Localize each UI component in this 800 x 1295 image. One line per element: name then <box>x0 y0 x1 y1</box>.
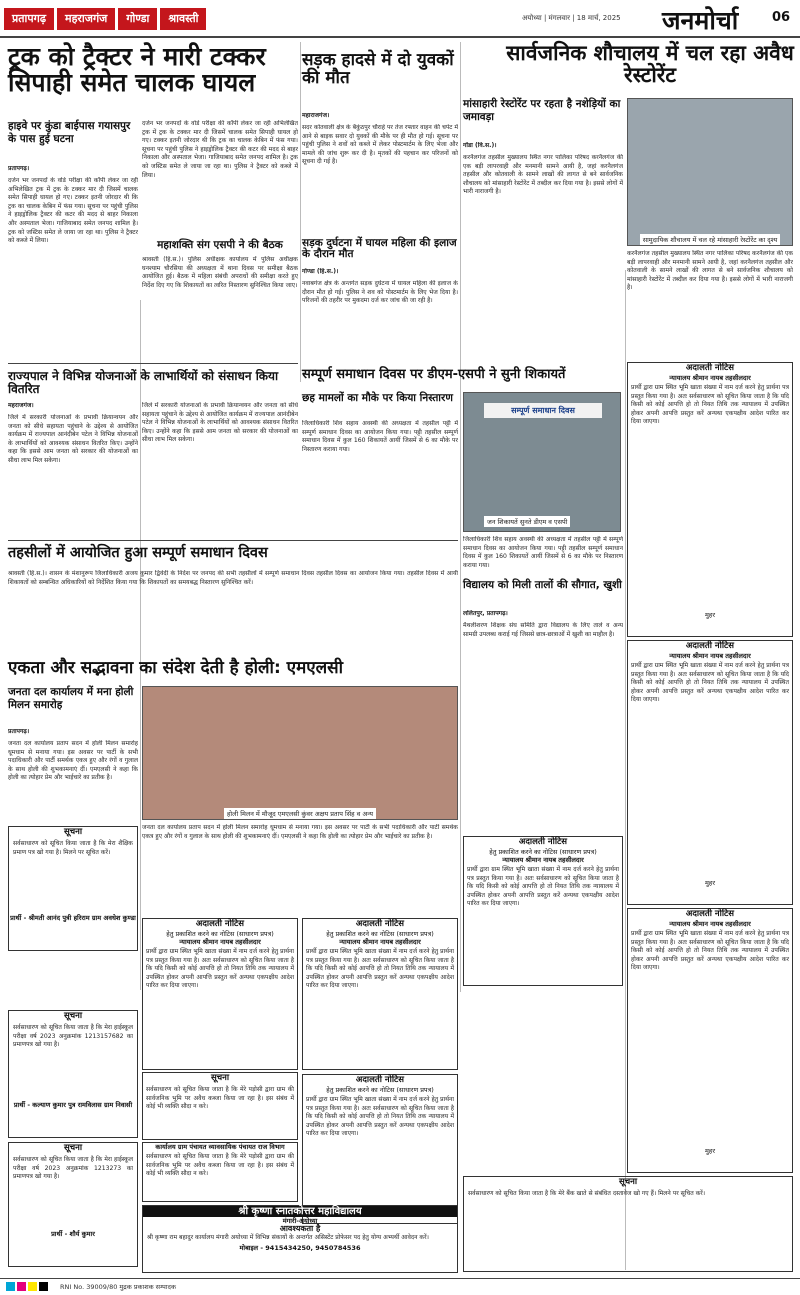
tab-gonda[interactable]: गोण्डा <box>118 8 157 30</box>
court-notice-title: अदालती नोटिस <box>518 837 568 847</box>
court-notice-body: प्रार्थी द्वारा ग्राम स्थित भूमि खाता संख्या में नाम दर्ज करने हेतु प्रार्थना पत्र प्रस्तुत किया गया है। अतः सर्वसाधारण को सूचित किया जाता है कि यदि किसी को कोई आपत्ति हो तो नियत तिथि तक न्यायालय में उपस्थित होकर अपनी आपत्ति प्रस्तुत करें अन्यथा एकपक्षीय आदेश पारित कर दिया जाएगा। <box>467 866 619 908</box>
notice-signer: प्रार्थी - श्रीमती आनंद पुत्री हरिराम ग्राम अवधेश कुण्डा <box>10 914 136 922</box>
court-name: न्यायालय श्रीमान नायब तहसीलदार <box>502 856 584 864</box>
samadhan-photo-frame <box>463 392 621 532</box>
truck-body-cont: दर्जन भर जनपदों के वोर्ड परीक्षा की कॉपी लेकर जा रही अभिलेखित ट्रक में ट्रक के टक्कर मार दी जिसमें चालक समेत सिपाही घायल हो गए। टक्कर इतनी जोरदार थी कि ट्रक का चालक केबिन में फंस गया। सूचना पर पहुंची पुलिस ने हाइड्रोलिक ट्रैक्टर की कटर की मदद से बाहर निकाला और अस्पताल भेजा। गाजियाबाद समेत जनपद शामिल है। ट्रक को जस्टिस समेत ले जाया जा रहा था। पुलिस ने ट्रैक्टर को कब्जे में लिया। <box>142 120 298 179</box>
holi-headline: एकता और सद्भावना का संदेश देती है होली: एमएलसी <box>8 658 344 678</box>
samadhan-kicker: छह मामलों का मौके पर किया निस्तारण <box>302 392 453 404</box>
column-rule <box>460 42 461 992</box>
college-sub: आवश्यकता है <box>279 1224 321 1233</box>
karyalay-title: कार्यालय ग्राम पंचायत व्यावसायिक पंचायत राज विभाग <box>155 1143 285 1151</box>
toilet-dateline: गोंडा (वि.स.)। <box>463 142 497 149</box>
tab-maharajganj[interactable]: महराजगंज <box>57 8 115 30</box>
college-body: श्री कृष्णा राम बहादुर कार्यालय मंगारी अयोध्या में विभिन्न संकायों के अन्तर्गत असिस्टेंट प्रोफेसर पद हेतु योग्य अभ्यर्थी आवेदन करें। <box>147 1234 429 1241</box>
column-rule <box>300 42 301 382</box>
school-dateline: ललितपुर, प्रतापगढ़। <box>463 610 508 617</box>
section-rule <box>8 540 458 541</box>
injured-body: नवाबगंज क्षेत्र के अन्तर्गत सड़क दुर्घटना में घायल महिला की इलाज के दौरान मौत हो गई। पुलिस ने शव को पोस्टमार्टम के लिए भेज दिया है। परिजनों की तहरीर पर मुकदमा दर्ज कर जांच की जा रही है। <box>302 280 458 305</box>
sucha-title: सूचना <box>210 1073 230 1083</box>
notice-body: सर्वसाधारण को सूचित किया जाता है कि मेरा शैक्षिक प्रमाण पत्र खो गया है। मिलने पर सूचित करें। <box>13 840 133 856</box>
meeting-headline: महाशक्ति संग एसपी ने की बैठक <box>157 239 283 251</box>
court-notice-title: अदालती नोटिस <box>685 363 735 373</box>
notice-body: सर्वसाधारण को सूचित किया जाता है कि मेरा हाईस्कूल परीक्षा वर्ष 2023 अनुक्रमांक 1213157682 का प्रमाणपत्र खो गया है। <box>13 1024 133 1049</box>
welfare-body-cont: जिले में सरकारी योजनाओं के प्रभावी क्रियान्वयन और जनता को सीधे सहायता पहुंचाने के उद्देश्य से आयोजित कार्यक्रम में राज्यपाल आनंदीबेन पटेल ने विभिन्न योजनाओं के लाभार्थियों को आवश्यक संसाधन वितरित किए। उन्होंने कहा कि इससे आम जनता को सरकार की योजनाओं का सीधा लाभ मिल सकेगा। <box>142 402 298 444</box>
court-seal: मुहर <box>705 611 715 619</box>
court-name: न्यायालय श्रीमान नायब तहसीलदार <box>669 920 751 928</box>
tab-pratapgarh[interactable]: प्रतापगढ़ <box>4 8 54 30</box>
court-seal: मुहर <box>705 1147 715 1155</box>
injured-dateline: गोण्डा (हि.स.)। <box>302 268 339 275</box>
section-rule <box>8 363 298 364</box>
samadhan-body: जिलाधिकारी शिव सहाय अवस्थी की अध्यक्षता में तहसील पट्टी में सम्पूर्ण समाधान दिवस का आयोजन किया गया। पट्टी तहसील सम्पूर्ण समाधान दिवस में कुल 160 शिकायतें आयीं जिसमें से 6 का मौके पर निस्तारण कराया गया। <box>302 420 458 453</box>
court-notice <box>463 836 623 986</box>
toilet-body-cont: करनैलगंज तहसील मुख्यालय स्थित नगर पालिका परिषद करनैलगंज की एक बड़ी लापरवाही और मनमानी सामने आयी है, जहां करनैलगंज तहसील और कोतवाली के सामने लाखों की लागत से बने सार्वजनिक शौचालय को मांसाहारी रेस्टोरेंट में तब्दील कर दिया गया है। इससे लोगों में भारी नाराजगी है। <box>627 250 793 292</box>
college-title: श्री कृष्णा स्नातकोत्तर महाविद्यालय <box>143 1206 457 1217</box>
court-notice <box>302 918 458 1070</box>
court-notice-subtitle: हेतु प्रकाशित करने का नोटिस (साधारण प्रपत्र) <box>489 848 597 856</box>
truck-dateline: प्रतापगढ़। <box>8 165 30 172</box>
court-notice-body: प्रार्थी द्वारा ग्राम स्थित भूमि खाता संख्या में नाम दर्ज करने हेतु प्रार्थना पत्र प्रस्तुत किया गया है। अतः सर्वसाधारण को सूचित किया जाता है कि यदि किसी को कोई आपत्ति हो तो नियत तिथि तक न्यायालय में उपस्थित होकर अपनी आपत्ति प्रस्तुत करें अन्यथा एकपक्षीय आदेश पारित कर दिया जाएगा। <box>146 948 294 990</box>
notice-signer: प्रार्थी - शौर्य कुमार <box>51 1230 95 1238</box>
section-tabs <box>4 8 206 30</box>
holi-body: जनता दल कार्यालय प्रताप सदन में होली मिलन समारोह धूमधाम से मनाया गया। इस अवसर पर पार्टी के सभी पदाधिकारी और पार्टी समर्थक एकत्र हुए और रंगों व गुलाल के साथ होली की शुभकामनाएं दीं। एमएलसी ने कहा कि होली का त्योहार प्रेम और भाईचारे का प्रतीक है। <box>8 740 138 782</box>
notice-title: सूचना <box>63 1143 83 1153</box>
meeting-body: श्रावस्ती (हि.स.)। पुलिस अधीक्षक कार्यालय में पुलिस अधीक्षक घनश्याम चौरसिया की अध्यक्षता में थाना दिवस पर समीक्षा बैठक आयोजित हुई। बैठक में महिला संबंधी अपराधों की समीक्षा करते हुए निर्देश दिए गए कि शिकायतों का त्वरित निस्तारण सुनिश्चित किया जाए। <box>142 256 298 289</box>
college-contact: मोबाइल - 9415434250, 9450784536 <box>239 1244 361 1252</box>
samadhan-photo-caption: जन शिकायतें सुनते डीएम व एसपी <box>484 516 570 527</box>
court-notice <box>302 1074 458 1224</box>
notice-signer: प्रार्थी - कल्याण कुमार पुत्र रामविलास ग्राम निवासी <box>13 1101 133 1109</box>
toilet-body: करनैलगंज तहसील मुख्यालय स्थित नगर पालिका परिषद करनैलगंज की एक बड़ी लापरवाही और मनमानी सामने आयी है, जहां करनैलगंज तहसील और कोतवाली के सामने लाखों की लागत से बने सार्वजनिक शौचालय को मांसाहारी रेस्टोरेंट में तब्दील कर दिया गया है। इससे लोगों में भारी नाराजगी है। <box>463 154 623 196</box>
footer <box>0 1278 800 1294</box>
school-headline: विद्यालय को मिली तालों की सौगात, खुशी <box>463 579 622 591</box>
samadhan-headline: सम्पूर्ण समाधान दिवस पर डीएम-एसपी ने सुनी शिकायतें <box>302 367 566 382</box>
welfare-body: जिले में सरकारी योजनाओं के प्रभावी क्रियान्वयन और जनता को सीधे सहायता पहुंचाने के उद्देश्य से आयोजित कार्यक्रम में राज्यपाल आनंदीबेन पटेल ने विभिन्न योजनाओं के लाभार्थियों को आवश्यक संसाधन वितरित किए। उन्होंने कहा कि इससे आम जनता को सरकार की योजनाओं का सीधा लाभ मिल सकेगा। <box>8 414 138 464</box>
toilet-headline: सार्वजनिक शौचालय में चल रहा अवैध रेस्टोरेंट <box>506 41 794 88</box>
court-notice <box>627 908 793 1173</box>
welfare-dateline: महराजगंज। <box>8 402 34 409</box>
court-notice-body: प्रार्थी द्वारा ग्राम स्थित भूमि खाता संख्या में नाम दर्ज करने हेतु प्रार्थना पत्र प्रस्तुत किया गया है। अतः सर्वसाधारण को सूचित किया जाता है कि यदि किसी को कोई आपत्ति हो तो नियत तिथि तक न्यायालय में उपस्थित होकर अपनी आपत्ति प्रस्तुत करें अन्यथा एकपक्षीय आदेश पारित कर दिया जाएगा। <box>631 930 789 972</box>
sucha-box-right <box>463 1176 793 1272</box>
court-notice-body: प्रार्थी द्वारा ग्राम स्थित भूमि खाता संख्या में नाम दर्ज करने हेतु प्रार्थना पत्र प्रस्तुत किया गया है। अतः सर्वसाधारण को सूचित किया जाता है कि यदि किसी को कोई आपत्ति हो तो नियत तिथि तक न्यायालय में उपस्थित होकर अपनी आपत्ति प्रस्तुत करें अन्यथा एकपक्षीय आदेश पारित कर दिया जाएगा। <box>306 1096 454 1138</box>
court-name: न्यायालय श्रीमान नायब तहसीलदार <box>669 652 751 660</box>
footer-text: RNI No. 39009/80 मुद्रक प्रकाशक सम्पादक <box>60 1283 176 1291</box>
sucha-title: सूचना <box>618 1177 638 1187</box>
sucha-body: सर्वसाधारण को सूचित किया जाता है कि मेरे बैंक खाते से संबंधित दस्तावेज खो गए हैं। मिलने पर सूचित करें। <box>468 1190 706 1197</box>
samadhan-body-cont: जिलाधिकारी शिव सहाय अवस्थी की अध्यक्षता में तहसील पट्टी में सम्पूर्ण समाधान दिवस का आयोजन किया गया। पट्टी तहसील सम्पूर्ण समाधान दिवस में कुल 160 शिकायतें आयीं जिसमें से 6 का मौके पर निस्तारण कराया गया। <box>463 536 623 569</box>
college-place: मंगारी-अयोध्या <box>282 1217 318 1225</box>
notice-box <box>8 826 138 951</box>
notice-title: सूचना <box>63 827 83 837</box>
toilet-photo <box>627 98 793 246</box>
court-notice <box>627 362 793 637</box>
school-body: मैथलीशरण शिक्षक संघ समिति द्वारा विद्यालय के लिए ताले व अन्य सामग्री उपलब्ध कराई गई जिससे छात्र-छात्राओं में खुशी का माहौल है। <box>463 622 623 638</box>
toilet-kicker: मांसाहारी रेस्टोरेंट पर रहता है नशेड़ियों का जमावड़ा <box>463 98 621 123</box>
notice-body: सर्वसाधारण को सूचित किया जाता है कि मेरा हाईस्कूल परीक्षा वर्ष 2023 अनुक्रमांक 1213273 का प्रमाणपत्र खो गया है। <box>13 1156 133 1181</box>
karyalay-body: सर्वसाधारण को सूचित किया जाता है कि मेरे पड़ोसी द्वारा ग्राम की सार्वजनिक भूमि पर अवैध कब्जा किया जा रहा है। इस संबंध में कोई भी व्यक्ति सौदा न करे। <box>146 1153 294 1178</box>
court-notice-title: अदालती नोटिस <box>355 1075 405 1085</box>
court-seal: मुहर <box>705 879 715 887</box>
court-notice-title: अदालती नोटिस <box>195 919 245 929</box>
holi-kicker: जनता दल कार्यालय में मना होली मिलन समारोह <box>8 686 134 711</box>
notice-box <box>8 1010 138 1138</box>
column-rule <box>625 270 626 1270</box>
toilet-photo-caption: सामुदायिक शौचालय में चल रहे मांसाहारी रेस्टोरेंट का दृश्य <box>640 234 781 245</box>
court-notice-subtitle: हेतु प्रकाशित करने का नोटिस (साधारण प्रपत्र) <box>326 930 434 938</box>
court-notice-title: अदालती नोटिस <box>355 919 405 929</box>
court-name: न्यायालय श्रीमान नायब तहसीलदार <box>669 374 751 382</box>
samadhan-banner: सम्पूर्ण समाधान दिवस <box>484 403 602 418</box>
court-name: न्यायालय श्रीमान नायब तहसीलदार <box>339 938 421 946</box>
holi-dateline: प्रतापगढ़। <box>8 728 30 735</box>
sucha-box <box>142 1072 298 1140</box>
court-notice-body: प्रार्थी द्वारा ग्राम स्थित भूमि खाता संख्या में नाम दर्ज करने हेतु प्रार्थना पत्र प्रस्तुत किया गया है। अतः सर्वसाधारण को सूचित किया जाता है कि यदि किसी को कोई आपत्ति हो तो नियत तिथि तक न्यायालय में उपस्थित होकर अपनी आपत्ति प्रस्तुत करें अन्यथा एकपक्षीय आदेश पारित कर दिया जाएगा। <box>631 662 789 704</box>
court-notice-body: प्रार्थी द्वारा ग्राम स्थित भूमि खाता संख्या में नाम दर्ज करने हेतु प्रार्थना पत्र प्रस्तुत किया गया है। अतः सर्वसाधारण को सूचित किया जाता है कि यदि किसी को कोई आपत्ति हो तो नियत तिथि तक न्यायालय में उपस्थित होकर अपनी आपत्ति प्रस्तुत करें अन्यथा एकपक्षीय आदेश पारित कर दिया जाएगा। <box>306 948 454 990</box>
notice-title: सूचना <box>63 1011 83 1021</box>
court-notice-title: अदालती नोटिस <box>685 641 735 651</box>
notice-box <box>8 1142 138 1267</box>
court-notice-subtitle: हेतु प्रकाशित करने का नोटिस (साधारण प्रपत्र) <box>326 1086 434 1094</box>
welfare-headline: राज्यपाल ने विभिन्न योजनाओं के लाभार्थियों को संसाधन किया वितरित <box>8 369 279 396</box>
tab-shravasti[interactable]: श्रावस्ती <box>160 8 206 30</box>
sucha-body: सर्वसाधारण को सूचित किया जाता है कि मेरे पड़ोसी द्वारा ग्राम की सार्वजनिक भूमि पर अवैध कब्जा किया जा रहा है। इस संबंध में कोई भी व्यक्ति सौदा न करे। <box>146 1086 294 1111</box>
court-name: न्यायालय श्रीमान नायब तहसीलदार <box>179 938 261 946</box>
page-number: 06 <box>772 10 791 25</box>
court-notice-body: प्रार्थी द्वारा ग्राम स्थित भूमि खाता संख्या में नाम दर्ज करने हेतु प्रार्थना पत्र प्रस्तुत किया गया है। अतः सर्वसाधारण को सूचित किया जाता है कि यदि किसी को कोई आपत्ति हो तो नियत तिथि तक न्यायालय में उपस्थित होकर अपनी आपत्ति प्रस्तुत करें अन्यथा एकपक्षीय आदेश पारित कर दिया जाएगा। <box>631 384 789 426</box>
tehsil-body: श्रावस्ती (हि.स.)। शासन के मंशानुरूप जिलाधिकारी अजय कुमार द्विवेदी के निर्देश पर जनपद की सभी तहसीलों में सम्पूर्ण समाधान दिवस तहसील दिवस का आयोजन किया गया। तहसील दिवस में आयी शिकायतों को सम्बन्धित अधिकारियों को निर्देशित किया गया कि शिकायतों का समयबद्ध निस्तारण सुनिश्चित करें। <box>8 570 458 586</box>
masthead <box>0 0 800 38</box>
injured-headline: सड़क दुर्घटना में घायल महिला की इलाज के दौरान मौत <box>302 237 457 261</box>
masthead-rule <box>0 36 800 38</box>
court-notice-subtitle: हेतु प्रकाशित करने का नोटिस (साधारण प्रपत्र) <box>166 930 274 938</box>
color-registration-marks <box>6 1282 48 1291</box>
court-notice <box>142 918 298 1070</box>
college-ad <box>142 1205 458 1273</box>
accident-dateline: महाराजगंज। <box>302 112 330 119</box>
court-notice-title: अदालती नोटिस <box>685 909 735 919</box>
dateline: अयोध्या | मंगलवार | 18 मार्च, 2025 <box>522 14 621 22</box>
truck-body: दर्जन भर जनपदों के वोर्ड परीक्षा की कॉपी लेकर जा रही अभिलेखित ट्रक में ट्रक के टक्कर मार दी जिसमें चालक समेत सिपाही घायल हो गए। टक्कर इतनी जोरदार थी कि ट्रक का चालक केबिन में फंस गया। सूचना पर पहुंची पुलिस ने हाइड्रोलिक ट्रैक्टर की कटर की मदद से बाहर निकाला और अस्पताल भेजा। गाजियाबाद समेत जनपद शामिल है। ट्रक को जस्टिस समेत ले जाया जा रहा था। पुलिस ने ट्रैक्टर को कब्जे में लिया। <box>8 177 138 245</box>
holi-body-cont: जनता दल कार्यालय प्रताप सदन में होली मिलन समारोह धूमधाम से मनाया गया। इस अवसर पर पार्टी के सभी पदाधिकारी और पार्टी समर्थक एकत्र हुए और रंगों व गुलाल के साथ होली की शुभकामनाएं दीं। एमएलसी ने कहा कि होली का त्योहार प्रेम और भाईचारे का प्रतीक है। <box>142 824 458 840</box>
tehsil-headline: तहसीलों में आयोजित हुआ सम्पूर्ण समाधान दिवस <box>8 545 268 561</box>
brand-logo: जनमोर्चा <box>662 6 739 35</box>
holi-photo-caption: होली मिलन में मौजूद एमएलसी कुंवर अक्षय प्रताप सिंह व अन्य <box>224 808 376 819</box>
holi-photo <box>142 686 458 820</box>
accident-body: सदर कोतवाली क्षेत्र के बैकुंठपुर चौराहे पर तेज रफ्तार वाहन की चपेट में आने से बाइक सवार दो युवकों की मौके पर ही मौत हो गई। सूचना पर पहुंची पुलिस ने शवों को कब्जे में लेकर पोस्टमार्टम के लिए भेजा और मामले की जांच शुरू कर दी है। मृतकों की पहचान कर परिजनों को सूचना दी गई है। <box>302 124 458 166</box>
karyalay-box <box>142 1142 298 1202</box>
truck-headline: ट्रक को ट्रैक्टर ने मारी टक्कर सिपाही समेत चालक घायल <box>8 42 266 98</box>
accident-headline: सड़क हादसे में दो युवकों की मौत <box>302 50 454 88</box>
truck-kicker: हाइवे पर कुंडा बाईपास गयासपुर के पास हुई घटना <box>8 120 131 145</box>
court-notice <box>627 640 793 905</box>
